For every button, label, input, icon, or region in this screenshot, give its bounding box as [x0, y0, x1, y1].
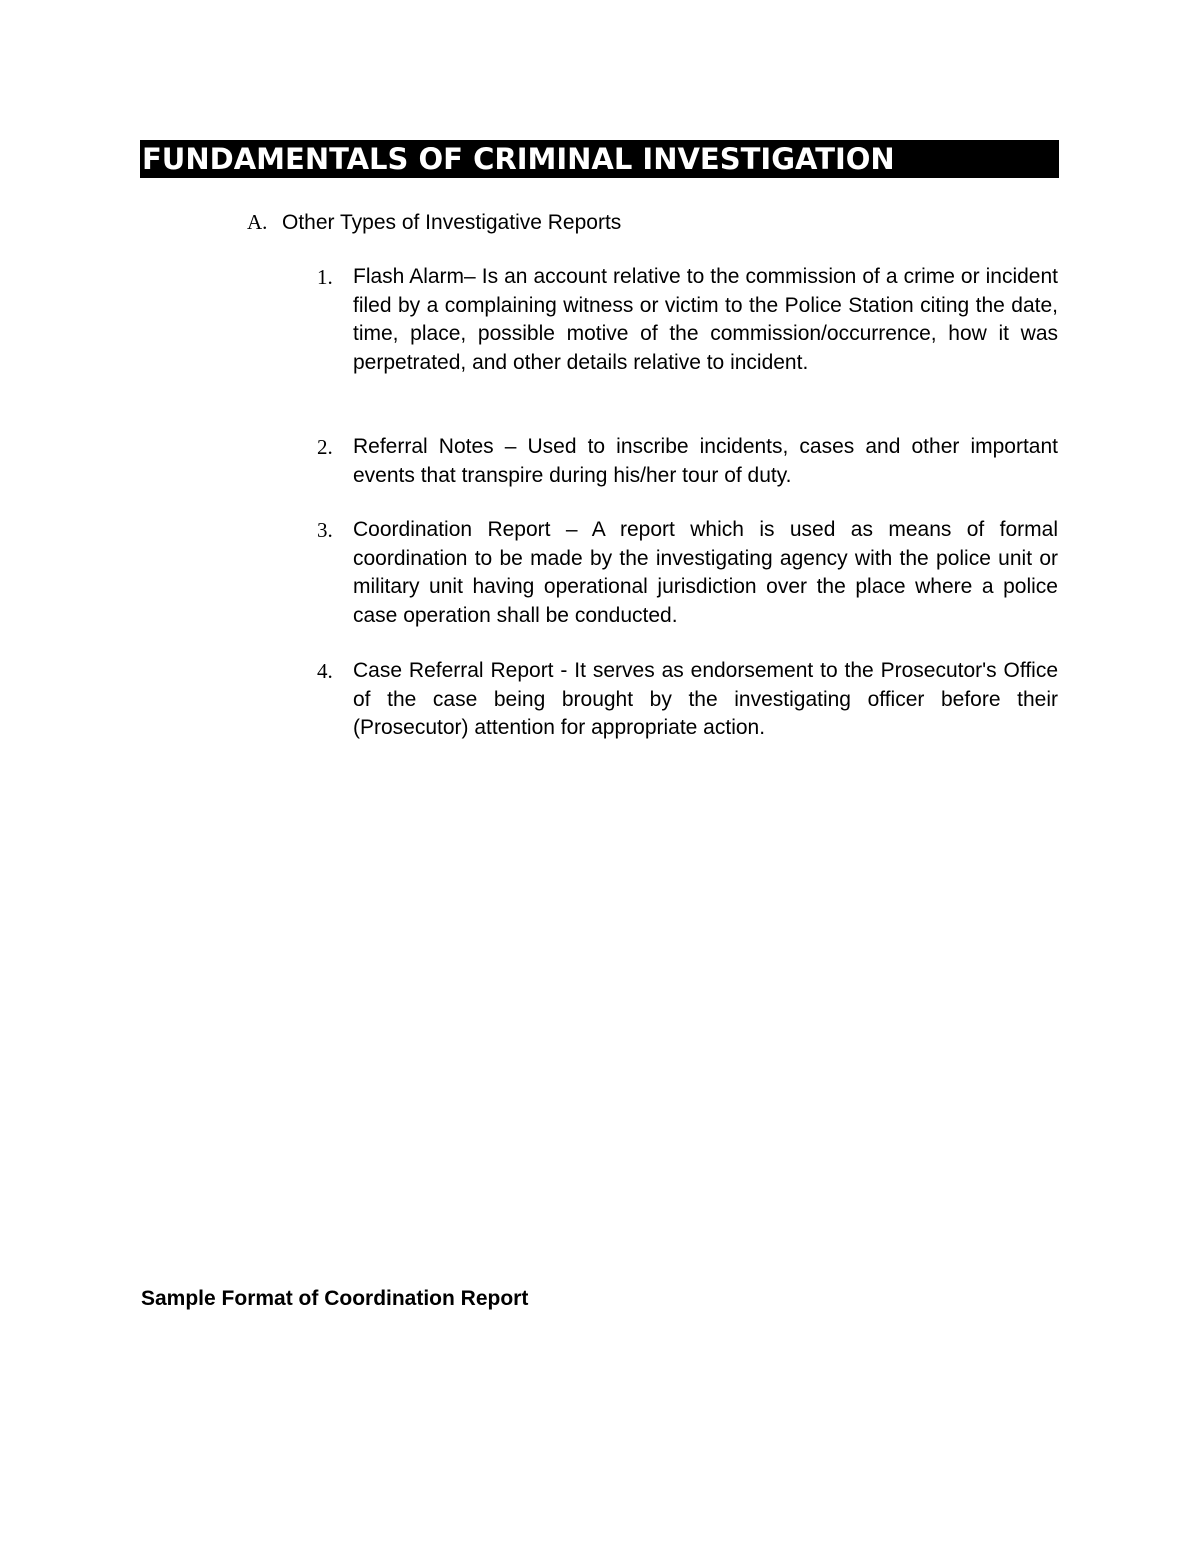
list-item — [317, 433, 1058, 490]
list-item-text: Coordination Report – A report which is used as means of formal coordination to be made by the investigating agency with the police unit or military unit having operational jurisdiction over the place where a police case operation shall be conducted. — [353, 518, 1058, 627]
list-item-number: 1. — [317, 265, 333, 289]
list-item — [317, 657, 1058, 743]
list-item-text: Flash Alarm– Is an account relative to the commission of a crime or incident filed by a complaining witness or victim to the Police Station citing the date, time, place, possible motive of the commission/occurrence, how it was perpetrated, and other details relative to incident. — [353, 265, 1058, 374]
document-title: FUNDAMENTALS OF CRIMINAL INVESTIGATION — [140, 140, 1059, 178]
section-marker: A. — [247, 210, 268, 234]
section-heading-text: Other Types of Investigative Reports — [282, 211, 622, 234]
list-item-text: Referral Notes – Used to inscribe incidents, cases and other important events that transpire during his/her tour of duty. — [353, 435, 1058, 487]
list-item — [317, 263, 1058, 377]
section-heading — [247, 208, 621, 237]
list-item-number: 2. — [317, 435, 333, 459]
sample-format-heading: Sample Format of Coordination Report — [141, 1287, 529, 1310]
list-item-number: 3. — [317, 518, 333, 542]
list-item-text: Case Referral Report - It serves as endorsement to the Prosecutor's Office of the case being brought by the investigating officer before their (Prosecutor) attention for appropriate action. — [353, 659, 1058, 739]
list-item — [317, 516, 1058, 630]
list-item-number: 4. — [317, 659, 333, 683]
